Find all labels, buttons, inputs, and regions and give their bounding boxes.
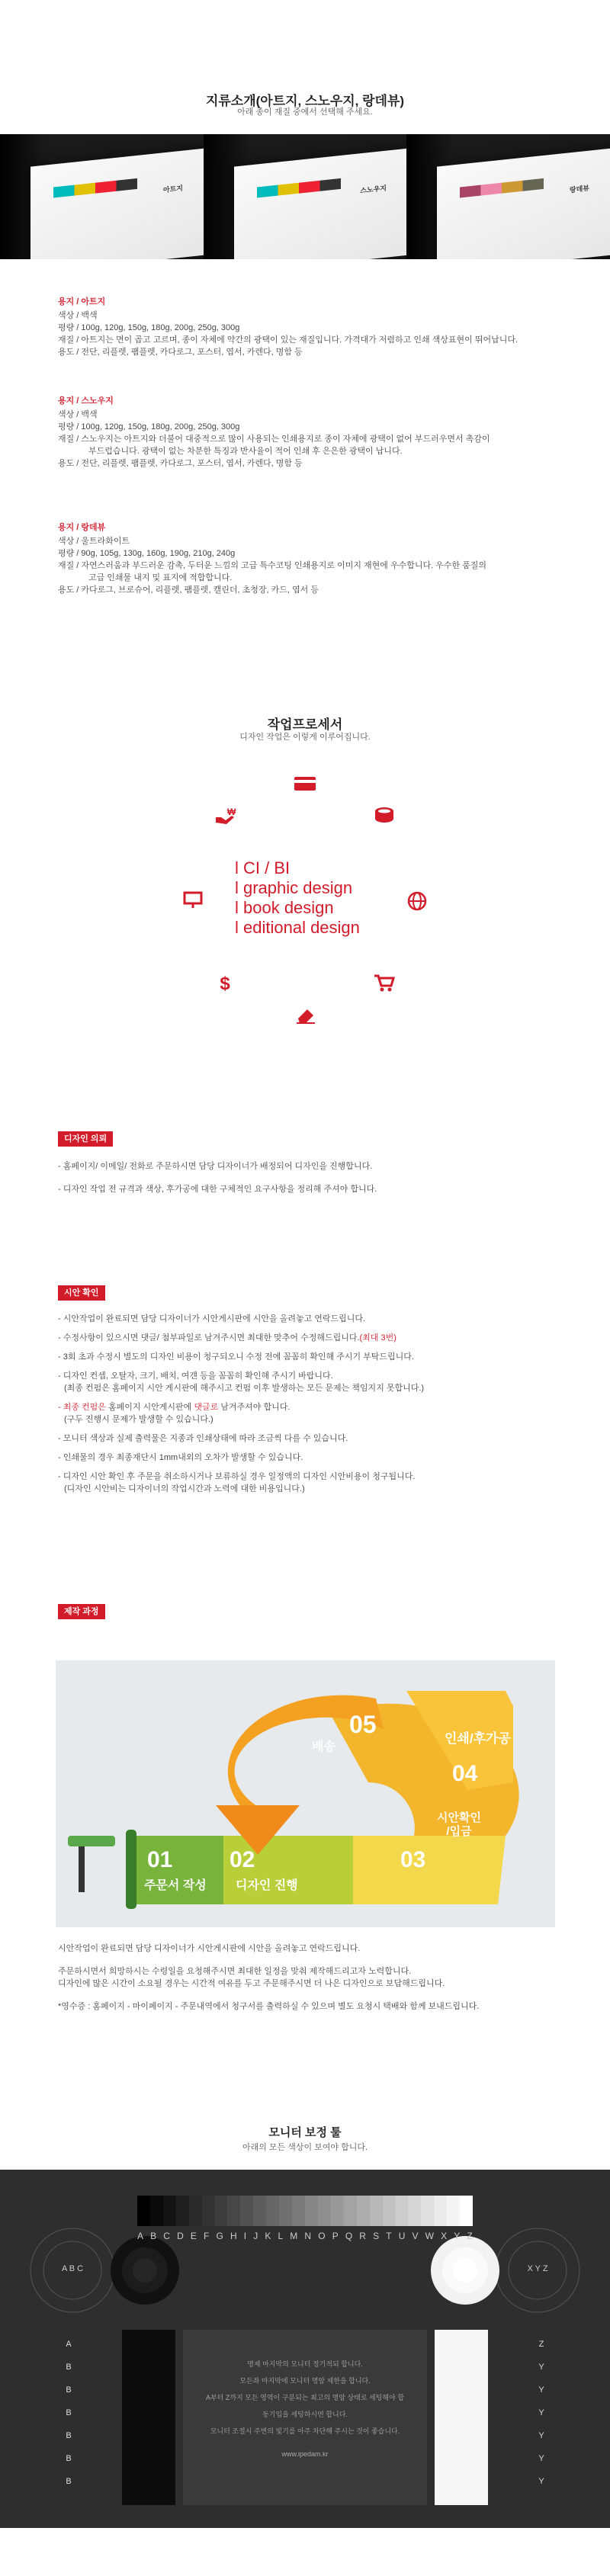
paper-info-line: 재질 / 아트지는 면이 곱고 고르며, 종이 자체에 약간의 광택이 있는 재질입니다. 가격대가 저렴하고 인쇄 색상표현이 뛰어납니다.: [58, 335, 518, 345]
gray-letter: X: [441, 2231, 448, 2241]
gray-swatch: [137, 2196, 150, 2226]
gray-letter: W: [425, 2231, 434, 2241]
paper-info-line: 고급 인쇄물 내지 및 표지에 적합합니다.: [88, 573, 233, 582]
note-line: 모든좌 마지막에 모니터 명암 제한을 합니다.: [239, 2377, 371, 2385]
list-item: - 수정사항이 있으시면 댓글/ 첨부파일로 남겨주시면 최대한 맞추어 수정해드립니다.(최대 3번): [58, 1333, 396, 1343]
paper-image-row: [0, 134, 610, 259]
row-label: Y: [538, 2385, 544, 2395]
globe-icon: [406, 890, 429, 913]
gray-swatch: [434, 2196, 447, 2226]
row-label: Y: [538, 2454, 544, 2463]
note-line: 시안작업이 완료되면 담당 디자이너가 시안게시판에 시안을 올려놓고 연락드립니다.: [58, 1944, 361, 1953]
gray-swatch: [215, 2196, 228, 2226]
step-label: 디자인 진행: [236, 1879, 298, 1892]
gray-letter: S: [373, 2231, 380, 2241]
row-label: B: [66, 2431, 72, 2440]
gray-letter: I: [243, 2231, 247, 2241]
dollar-icon: $: [220, 974, 230, 994]
note-line: 동기입을 세팅하시면 합니다.: [262, 2411, 348, 2418]
paper-info-line: 평량 / 100g, 120g, 150g, 180g, 200g, 250g, 300g: [58, 422, 240, 431]
step-label: 주문서 작성: [144, 1879, 207, 1892]
gray-letter: Y: [454, 2231, 461, 2241]
left-circle-label: A B C: [61, 2264, 84, 2273]
paper-info-line: 재질 / 스노우지는 아트지와 더불어 대중적으로 많이 사용되는 인쇄용지로 종이 자체에 광택이 없어 부드러우면서 촉감이: [58, 435, 490, 444]
draft-check-tag: 시안 확인: [58, 1285, 105, 1301]
gray-letter: R: [359, 2231, 366, 2241]
gray-swatch: [189, 2196, 202, 2226]
note-line: 모니터 조절시 주변의 빛기를 아주 차단해 주시는 것이 좋습니다.: [210, 2427, 400, 2435]
grayscale-letters: [137, 2231, 473, 2241]
service-item: l book design: [235, 898, 334, 917]
gray-swatch: [370, 2196, 383, 2226]
production-tag: 제작 과정: [58, 1604, 105, 1619]
gray-letter: H: [230, 2231, 237, 2241]
gray-letter: A: [137, 2231, 144, 2241]
note-line: 명제 마지막의 모니터 정기적되 합니다.: [247, 2360, 363, 2368]
process-title: 작업프로세서: [267, 717, 343, 732]
gray-swatch: [318, 2196, 331, 2226]
gray-letter: Z: [467, 2231, 473, 2241]
gray-letter: L: [278, 2231, 284, 2241]
gray-letter: T: [386, 2231, 392, 2241]
gray-swatch: [202, 2196, 215, 2226]
row-label: Y: [538, 2431, 544, 2440]
gray-letter: P: [332, 2231, 339, 2241]
list-item: - 인쇄물의 경우 최종재단시 1mm내외의 오차가 발생할 수 있습니다.: [58, 1453, 303, 1462]
paper-image-label: 랑데뷰: [570, 184, 590, 194]
service-item: l CI / BI: [235, 858, 291, 877]
service-list: [235, 858, 360, 938]
list-item: - 3회 초과 수정시 별도의 디자인 비용이 청구되오니 수정 전에 꼼꼼히 확인해 주시기 부탁드립니다.: [58, 1352, 414, 1362]
paper-info-line: 용도 / 카다로그, 브로슈어, 리플렛, 팸플렛, 캘린더, 초청장, 카드, 엽서 등: [58, 585, 319, 595]
service-item: l editional design: [235, 918, 360, 937]
gray-swatch: [253, 2196, 266, 2226]
row-label: Z: [538, 2340, 544, 2349]
paper-info-snow: [58, 395, 592, 470]
row-label: Y: [538, 2477, 544, 2486]
gray-swatch: [176, 2196, 189, 2226]
paper-section-title: 지류소개(아트지, 스노우지, 랑데뷰): [205, 94, 405, 108]
draft-check-list: [58, 1313, 592, 1502]
paper-info-line: 색상 / 백색: [58, 410, 98, 419]
list-item: - 디자인 시안 확인 후 주문을 취소하시거나 보류하실 경우 일정액의 디자인 시안비용이 청구됩니다. (디자인 시안비는 디자이너의 작업시간과 노력에 대한 비용입니다.): [58, 1472, 416, 1493]
step-label: 인쇄/후가공: [445, 1731, 511, 1746]
presentation-icon: [181, 890, 204, 913]
paper-info-art: [58, 296, 592, 358]
list-item: - 홈페이지/ 이메일/ 전화로 주문하시면 담당 디자이너가 배정되어 디자인을 진행합니다.: [58, 1162, 373, 1171]
note-line: 주문하시면서 희망하시는 수령일을 요청해주시면 최대한 일정을 맞춰 제작해드리고자 노력합니다.: [58, 1967, 412, 1976]
gray-letter: G: [216, 2231, 223, 2241]
list-item: - 최종 컨펌은 홈페이지 시안게시판에 댓글로 남겨주셔야 합니다. (구두 진행시 문제가 발생할 수 있습니다.): [58, 1403, 291, 1424]
step-number: 04: [452, 1761, 478, 1786]
step-label: 배송: [312, 1740, 336, 1753]
row-label: Y: [538, 2408, 544, 2417]
right-rows: [503, 2333, 580, 2493]
gray-swatch: [460, 2196, 473, 2226]
gray-letter: M: [290, 2231, 298, 2241]
paper-info-rendezvous: [58, 521, 592, 596]
paper-image-label: 스노우지: [359, 184, 387, 195]
paper-info-line: 평량 / 90g, 105g, 130g, 160g, 190g, 210g, 240g: [58, 549, 236, 558]
gray-letter: D: [177, 2231, 184, 2241]
monitor-notes: [183, 2356, 427, 2462]
eraser-icon: [294, 1006, 316, 1029]
row-label: A: [66, 2340, 72, 2349]
gray-letter: V: [412, 2231, 419, 2241]
gray-swatch: [344, 2196, 357, 2226]
gray-swatch: [331, 2196, 344, 2226]
right-circle-label: X Y Z: [527, 2264, 548, 2273]
paper-info-title: 용지 / 랑데뷰: [58, 523, 106, 532]
paper-image-label: 아트지: [162, 184, 183, 194]
design-inquiry-tag: 디자인 의뢰: [58, 1131, 113, 1147]
step-number: 05: [349, 1711, 377, 1738]
gray-swatch: [421, 2196, 434, 2226]
gray-swatch: [240, 2196, 253, 2226]
gray-letter: K: [265, 2231, 271, 2241]
gray-letter: U: [398, 2231, 406, 2241]
gray-swatch: [227, 2196, 240, 2226]
gray-swatch: [447, 2196, 460, 2226]
cart-icon: [373, 973, 396, 996]
paper-info-line: 용도 / 전단, 리플렛, 팸플렛, 카다로그, 포스터, 엽서, 카렌다, 명함 등: [58, 459, 303, 468]
process-subtitle: 디자인 작업은 이렇게 이루어집니다.: [239, 733, 371, 742]
gray-letter: E: [190, 2231, 197, 2241]
list-item: - 디자인 컨셉, 오탈자, 크기, 배치, 여걘 등을 꼼꼼히 확인해 주시기 바랍니다. (최종 컨펌은 홈페이지 시안 게시판에 해주시고 컨펌 이후 발생하는 모든 문제는 책임지지 못합니다.): [58, 1371, 425, 1393]
row-label: Y: [538, 2363, 544, 2372]
paper-info-line: 재질 / 자연스러움과 부드러운 감촉, 두터운 느낌의 고급 특수코팅 인쇄용지로 이미지 재현에 우수합니다. 우수한 품질의: [58, 561, 486, 570]
list-item: - 디자인 작업 전 규격과 색상, 후가공에 대한 구체적인 요구사항을 정리해 주셔야 합니다.: [58, 1185, 377, 1194]
gray-swatch: [383, 2196, 396, 2226]
paper-info-title: 용지 / 스노우지: [58, 396, 114, 406]
monitor-subtitle: 아래의 모든 색상이 보여야 합니다.: [242, 2143, 368, 2152]
paper-info-line: 색상 / 울트라화이트: [58, 537, 130, 546]
gray-swatch: [163, 2196, 176, 2226]
left-rows: [30, 2333, 107, 2493]
list-item: - 모니터 색상과 실제 출력물은 지종과 인쇄상태에 따라 조금씩 다를 수 있습니다.: [58, 1434, 348, 1443]
gray-swatch: [395, 2196, 408, 2226]
row-label: B: [66, 2385, 72, 2395]
gray-letter: F: [204, 2231, 210, 2241]
row-label: B: [66, 2454, 72, 2463]
process-diagram: [149, 764, 461, 1038]
gray-swatch: [305, 2196, 318, 2226]
site-url: www.ipedam.kr: [281, 2450, 329, 2458]
gray-letter: Q: [345, 2231, 353, 2241]
gray-letter: N: [304, 2231, 312, 2241]
paper-image-rendezvous: [406, 134, 610, 259]
gray-letter: O: [318, 2231, 326, 2241]
note-line: A부터 Z까지 모든 영역이 구분되는 최고의 명암 상태로 세팅해야 합: [205, 2394, 405, 2401]
paper-info-line: 부드럽습니다. 광택이 없는 차분한 특징과 반사율이 적어 인쇄 후 은은한 광택이 납니다.: [88, 447, 403, 456]
credit-card-icon: [294, 775, 316, 798]
gray-swatch: [150, 2196, 163, 2226]
step-number: 01: [147, 1847, 173, 1872]
step-label: 시안확인 /입금: [437, 1811, 481, 1838]
list-item: - 시안작업이 완료되면 담당 디자이너가 시안게시판에 시안을 올려놓고 연락드립니다.: [58, 1314, 366, 1323]
paper-info-line: 용도 / 전단, 리플렛, 팸플렛, 카다로그, 포스터, 엽서, 카렌다, 명함 등: [58, 348, 303, 357]
row-label: B: [66, 2477, 72, 2486]
gray-letter: C: [163, 2231, 170, 2241]
step-number: 02: [230, 1847, 255, 1872]
service-item: l graphic design: [235, 878, 353, 897]
production-steps-image: [56, 1660, 555, 1927]
design-inquiry-list: [58, 1160, 592, 1202]
gray-swatch: [408, 2196, 421, 2226]
note-line: 디자인에 많은 시간이 소요될 경우는 시간적 여유를 두고 주문해주시면 더 나은 디자인으로 보답해드립니다.: [58, 1979, 445, 1988]
row-label: B: [66, 2363, 72, 2372]
hand-money-icon: [214, 807, 236, 829]
gray-letter: B: [150, 2231, 157, 2241]
svg-text:₩: ₩: [227, 807, 236, 817]
row-label: B: [66, 2408, 72, 2417]
paper-info-line: 색상 / 백색: [58, 311, 98, 320]
monitor-title: 모니터 보정 툴: [268, 2126, 342, 2139]
paper-info-line: 평량 / 100g, 120g, 150g, 180g, 200g, 250g, 300g: [58, 323, 240, 332]
paper-image-snow: [204, 134, 407, 259]
gray-swatch: [292, 2196, 305, 2226]
gray-swatch: [266, 2196, 279, 2226]
note-line: *영수증 : 홈페이지 - 마이페이지 - 주문내역에서 청구서를 출력하실 수 있으며 별도 요청시 택배와 함께 보내드립니다.: [58, 2002, 480, 2011]
production-notes: [58, 1942, 592, 2013]
database-icon: [373, 807, 396, 829]
gray-letter: J: [253, 2231, 258, 2241]
step-number: 03: [400, 1847, 426, 1872]
paper-image-art: [0, 134, 204, 259]
grayscale-strip: [137, 2196, 473, 2226]
paper-section-subtitle: 아래 종이 재질 중에서 선택해 주세요.: [237, 107, 373, 117]
paper-info-title: 용지 / 아트지: [58, 297, 106, 306]
gray-swatch: [279, 2196, 292, 2226]
gray-swatch: [357, 2196, 370, 2226]
